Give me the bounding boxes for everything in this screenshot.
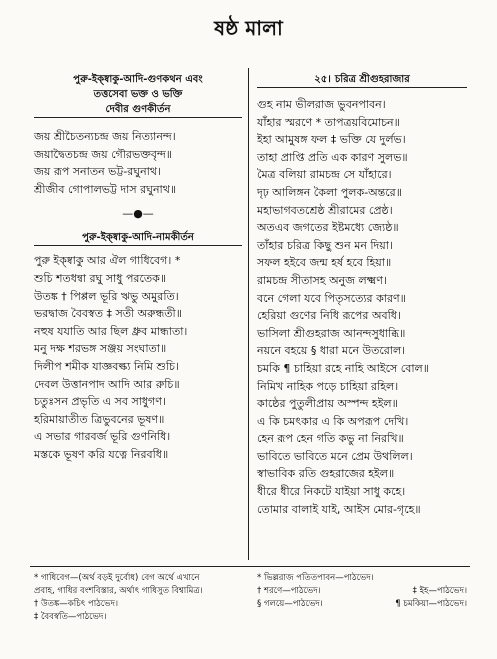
verse-line: জয় রূপ সনাতন ভট্ট-রঘুনাথ। — [34, 165, 161, 179]
verse-line: চমকি ¶ চাহিয়া রহে নাহি আইসে বোল॥ — [257, 361, 429, 375]
right-footnotes — [257, 572, 467, 611]
verse-line: হেন রূপ হেন গতি কভু না নিরখি॥ — [257, 432, 404, 446]
footnote-row — [257, 598, 467, 611]
verse-line: রামচন্দ্র সীতাসহ অনুজ লক্ষ্মণ। — [257, 273, 387, 287]
verse-line: তাহা প্রাপ্তি প্রতি এক কারণ সুলভ॥ — [257, 150, 408, 164]
footnote: ‡ ইহ—পাঠভেদ। — [412, 586, 467, 596]
page-title: ষষ্ঠ মালা — [214, 16, 283, 40]
verse-line: যাঁহার স্মরণে * তাপত্রয়বিমোচন॥ — [257, 115, 400, 129]
verse-line: শ্রীজীব গোপালভট্ট দাস রঘুনাথ॥ — [34, 182, 177, 196]
verse-line: হেরিয়া গুণের নিধি রূপের অবধি। — [257, 309, 401, 323]
verse-line: শুচি শতধন্বা রঘু সাধু পরতেক॥ — [34, 271, 167, 285]
section-ornament: —●— — [122, 207, 154, 221]
footnote: § গলয়ে—পাঠভেদ। — [257, 599, 323, 609]
verse-line: কাষ্ঠের পুতুলীপ্রায় অস্পন্দ হইল॥ — [257, 397, 398, 411]
right-column — [257, 72, 467, 518]
chapter-heading: চরিত্র শ্রীগুহরাজার — [334, 74, 410, 85]
heading-line: পুরু-ইক্ষ্বাকু-আদি-নামকীর্তন — [82, 232, 194, 244]
footnote: † শরণে—পাঠভেদ। — [257, 586, 321, 596]
footnote-divider — [30, 566, 470, 567]
verse-line: তোমার বালাই যাই, আইস মোর-গৃহে॥ — [257, 502, 421, 516]
left-section1-verses — [34, 128, 242, 198]
verse-line: গুহ নাম ভীলরাজ ভুবনপাবন। — [257, 98, 386, 111]
heading-line: দেবীর গুণকীর্তন — [105, 104, 171, 115]
left-section2-verses — [34, 252, 242, 463]
verse-line: মস্তকে ভূষণ করি যত্নে নিরবধি॥ — [34, 447, 169, 461]
footnote: * গাধিবেগ—(অর্থ বড়ই দুর্বোধ) বেগ অর্থে এখানে — [34, 573, 200, 583]
footnote-row — [257, 585, 467, 598]
verse-line: বনে গেলা যবে পিতৃসত্যের কারণ॥ — [257, 291, 406, 305]
column-divider — [248, 68, 249, 560]
verse-line: স্বাভাবিক রতি গুহরাজের হইল॥ — [257, 467, 395, 481]
verse-line: মনু দক্ষ শরভঙ্গ সঞ্জয় সংঘাতা॥ — [34, 342, 167, 356]
verse-line: নহুষ যযাতি আর ছিল ধ্রুব মান্ধাতা। — [34, 324, 188, 338]
verse-line: ধীরে ধীরে নিকটে যাইয়া সাধু কহে। — [257, 485, 406, 499]
verse-line: জয়াদ্বৈতচন্দ্র জয় গৌরভক্তবৃন্দ॥ — [34, 147, 172, 161]
verse-line: নয়নে বহয়ে § ধারা মনে উতরোল। — [257, 344, 406, 358]
verse-line: হরিমায়াতীত ত্রিভুবনের ভূষণ॥ — [34, 412, 165, 426]
left-footnotes — [34, 572, 244, 624]
verse-line: অতএব জগতের ইষ্টমধ্যে জ্যেষ্ঠ॥ — [257, 221, 399, 235]
verse-line: দিলীপ শমীক যাজ্ঞবল্ক্য নিমি শুচি। — [34, 359, 179, 373]
verse-line: দেবল উত্তানপাদ আদি আর রুচি॥ — [34, 377, 180, 391]
left-column — [34, 72, 242, 464]
heading-line: পুরু-ইক্ষ্বাকু-আদি-গুণকথন এবং — [73, 74, 203, 85]
heading-line: তত্তসেবা ভক্ত ও ভক্তি — [93, 89, 183, 100]
left-section2-heading — [34, 230, 242, 246]
verse-line: সফল হইবে জন্ম হর্ষ হবে হিয়া॥ — [257, 256, 392, 270]
verse-line: চতুঃসন প্রভৃতি এ সব সাধুগণ। — [34, 395, 166, 409]
footnote: প্রবাহ, গাধির বংশবিস্তার, অর্থাৎ গাধিসুত বিশ্বামিত্র। — [34, 586, 203, 596]
verse-line: মহাভাগবতশ্রেষ্ঠ শ্রীরামের প্রেষ্ঠ। — [257, 203, 393, 217]
verse-line: ভাবিতে ভাবিতে মনে প্রেম উথলিল। — [257, 449, 413, 463]
verse-line: তাঁহার চরিত্র কিছু শুন মন দিয়া। — [257, 238, 393, 252]
verse-line: ভরদ্বাজ বৈবস্বত ‡ সতী অরুন্ধতী॥ — [34, 307, 182, 321]
right-verses — [257, 96, 467, 518]
verse-line: এ কি চমৎকার এ কি অপরূপ দেখি। — [257, 414, 409, 428]
right-heading — [257, 72, 467, 88]
verse-line: ভাসিলা শ্রীগুহরাজ আনন্দসুধাব্ধি॥ — [257, 326, 406, 340]
verse-line: উতঙ্ক † পিপ্পল ভূরি ঋভু অমুরতি। — [34, 289, 179, 303]
footnote: † উতঙ্ক—কচিৎ পাঠভেদ। — [34, 599, 119, 609]
verse-line: ইহা আমুষঙ্গ ফল ‡ ভক্তি যে দুর্লভ। — [257, 133, 406, 147]
verse-line: পুরু ইক্ষ্বাকু আর ঐল গাধিবেগ। * — [34, 254, 181, 268]
verse-line: নিমিখ নাহিক পড়ে চাহিয়া রহিল। — [257, 379, 399, 393]
left-section1-heading — [34, 72, 242, 118]
verse-line: জয় শ্রীচৈতন্যচন্দ্র জয় নিত্যানন্দ। — [34, 130, 176, 143]
chapter-number: ২৫। — [314, 74, 331, 85]
verse-line: দৃঢ় আলিঙ্গন কৈলা পুলক-অন্তরে॥ — [257, 185, 402, 199]
verse-line: এ সভার গারবর্জ ভূরি গুণনিধি। — [34, 430, 171, 444]
verse-line: মৈত্র বলিয়া রামচন্দ্র সে যাঁহারে। — [257, 168, 392, 182]
footnote: * ভিল্লরাজ পতিতপাবন—পাঠভেদ। — [257, 573, 374, 583]
footnote: ‡ বৈবস্বতি—পাঠভেদ। — [34, 612, 107, 622]
footnote: ¶ চমকিয়া—পাঠভেদ। — [395, 599, 467, 609]
